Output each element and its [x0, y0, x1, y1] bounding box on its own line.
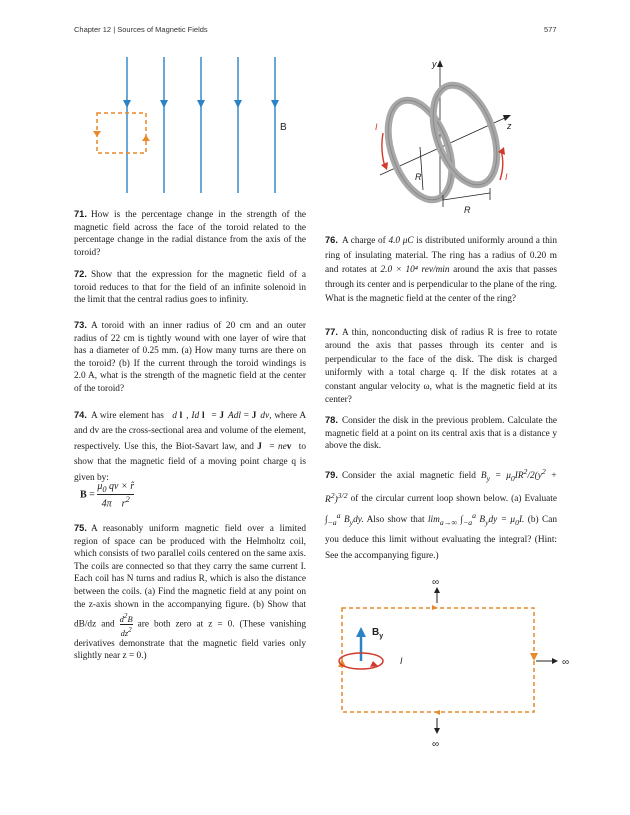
field-label-b: B — [280, 122, 287, 133]
problem-75: 75. A reasonably uniform magnetic field over a limited region of space can be produced with the Helmholtz coil, which consists of two parallel coils centered on the same axis. The coils are connected so that they carry the same current I. Each coil has N turns and radius R, which is also the distance between the coils. (a) Find the magnetic field at any point on the z-axis shown in the accompanying figure. (b) Show that dB/dz and $\frac{d^2B}{dz^2}$ are both zero at z = 0. (These vanishing derivatives demonstrate that the magnetic field varies only slightly near z = 0.) — [74, 523, 306, 662]
dashed-loop — [97, 113, 146, 153]
y-axis-label: y — [432, 59, 437, 69]
current-loop-figure — [300, 575, 580, 755]
problem-73: 73. A toroid with an inner radius of 20 cm and an outer radius of 22 cm is tightly wound with one layer of wire that has a diameter of 0.25 mm. (a) How many turns are there on the toroid? (b) If the current through the toroid windings is 2.0 A, what is the strength of the magnetic field at the center of the toroid? — [74, 320, 306, 394]
infinity-bottom: ∞ — [432, 739, 440, 750]
current-label-left: I — [375, 122, 378, 132]
coil-spacing-label: R — [464, 205, 471, 215]
infinity-right: ∞ — [562, 657, 570, 668]
running-header: Chapter 12 | Sources of Magnetic Fields — [74, 25, 208, 34]
infinity-top: ∞ — [432, 577, 440, 588]
problem-78: 78. Consider the disk in the previous problem. Calculate the magnetic field at a point on its central axis that is a distance y above the disk. — [325, 415, 557, 452]
z-axis-label: z — [507, 121, 512, 131]
problem-74: 74. A wire element has d l , Id l = J Adl = J dv, where A and dv are the cross-sectional area and volume of the element, respectively. Use this, the Biot-Savart law, and J = nev to show that the magnetic field of a moving point charge q is given by: — [74, 410, 307, 483]
field-lines-figure — [90, 55, 310, 200]
problem-77: 77. A thin, nonconducting disk of radius R is free to rotate around the axis that passes through its center and is perpendicular to the face of the disk. The disk is charged uniformly with a total charge q. If the disk rotates at a constant angular velocity ω, what is the magnetic field at its center? — [325, 327, 557, 406]
page-number: 577 — [544, 25, 557, 34]
coil-right — [421, 77, 509, 194]
dashed-rectangle — [342, 608, 534, 712]
coil-radius-label: R — [415, 172, 422, 182]
moving-charge-formula: B = $\frac{\mu_0 qv \times r̂}{4\pi r^2}$ — [80, 481, 135, 510]
loop-current-label: I — [400, 656, 403, 666]
current-label-right: I — [505, 172, 508, 182]
problem-71: 71. How is the percentage change in the strength of the magnetic field across the face of the toroid related to the percentage change in the radial distance from the axis of the toroid? — [74, 209, 306, 258]
problem-72: 72. Show that the expression for the magnetic field of a toroid reduces to that for the field of an infinite solenoid in the limit that the central radius goes to infinity. — [74, 269, 306, 306]
problem-79: 79. Consider the axial magnetic field $B_y = \mu_0IR^2/2(y^2 + R^2)^{3/2}$ of the circular current loop shown below. (a) Evaluate $\int_{-a}^a$ $B_ydy$. Also show that $\lim_{a\to\infty} \int_{-a}^a$ $B_ydy = \mu_0I$. (b) Can you deduce this limit without evaluating the integral? (Hint: See the accompanying figure.) — [325, 467, 558, 561]
problem-76: 76. A charge of 4.0 μC is distributed uniformly around a thin ring of insulating material. The ring has a radius of 0.20 m and rotates at 2.0 × 10⁴ rev/min around the axis that passes through its center and is perpendicular to the plane of the ring. What is the magnetic field at the center of the ring? — [325, 235, 558, 305]
field-label-by: $B_y$ — [372, 627, 384, 640]
helmholtz-coil-figure — [365, 55, 525, 225]
